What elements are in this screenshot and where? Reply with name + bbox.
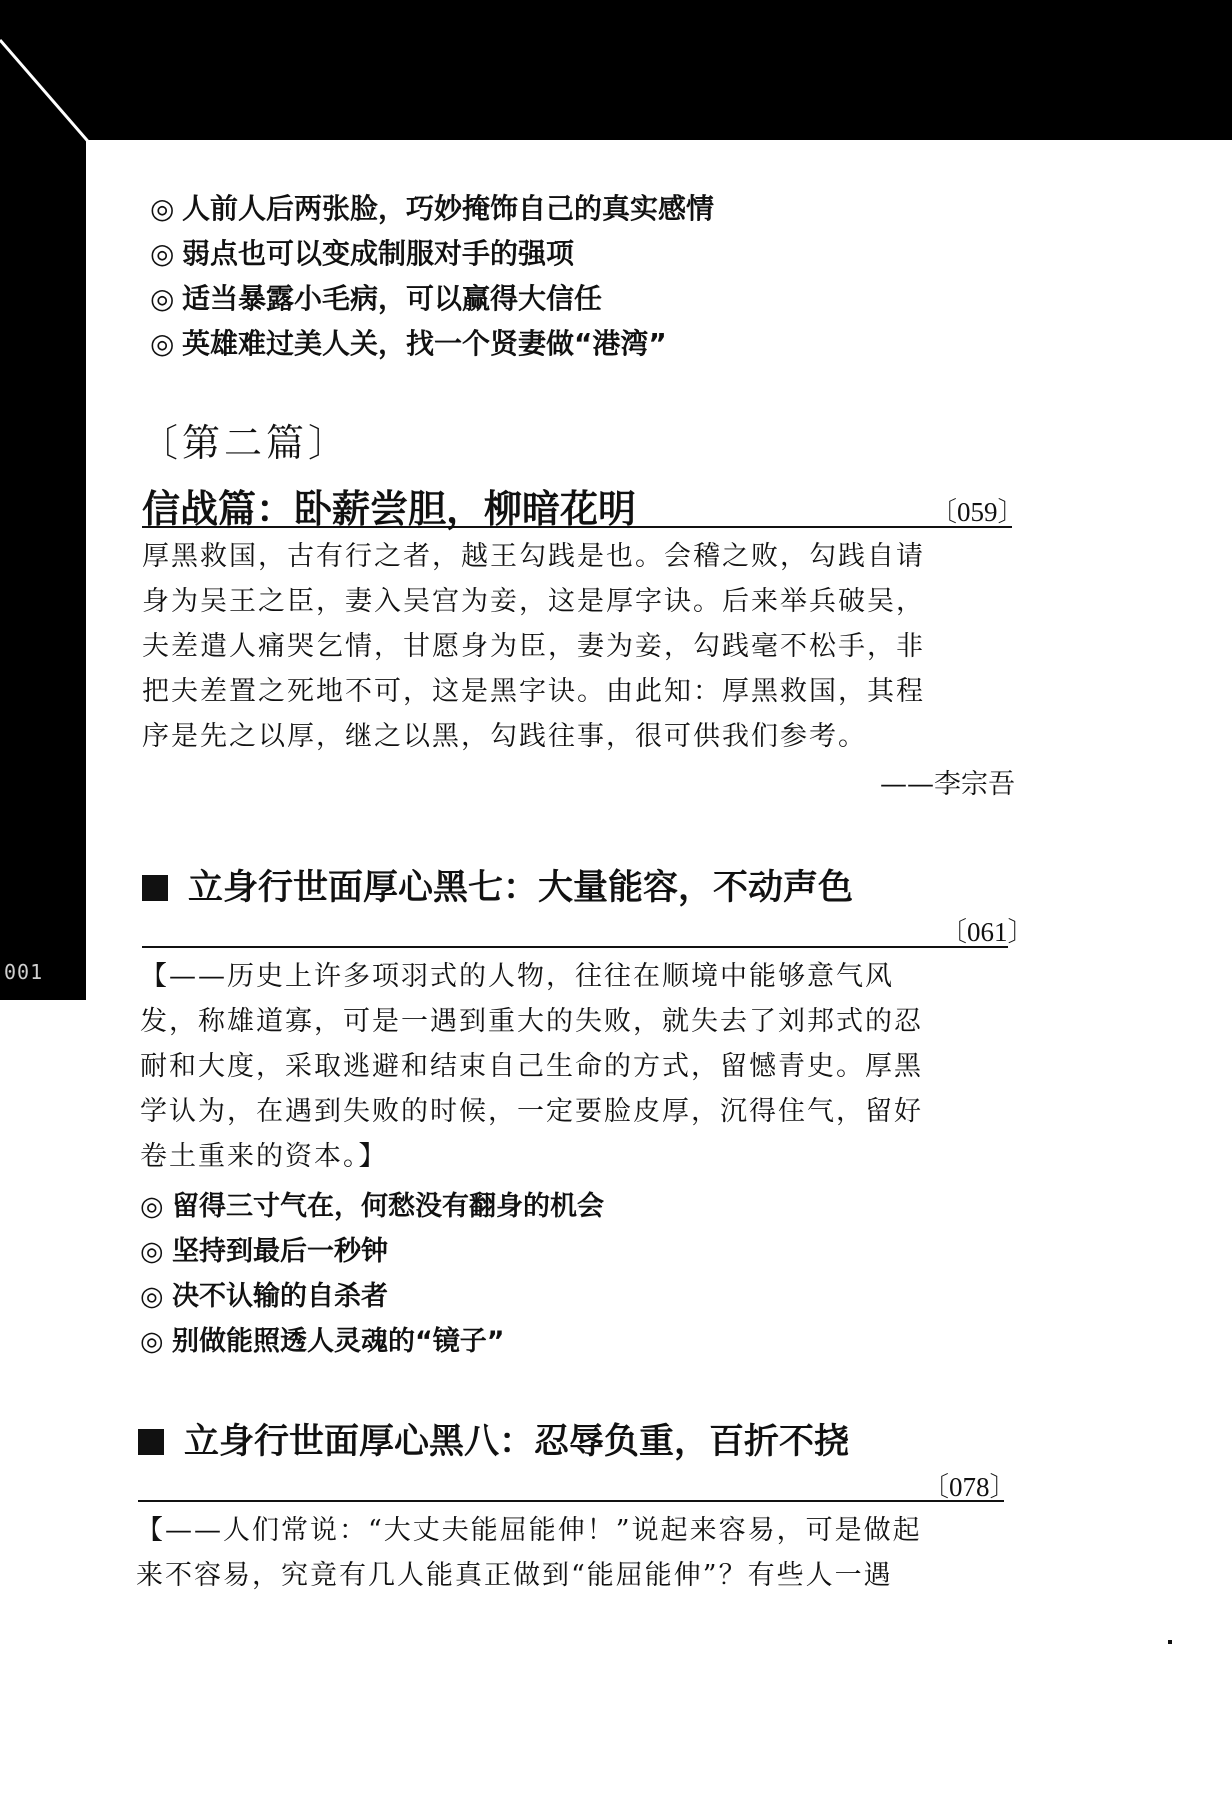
section-7-title-row bbox=[142, 860, 853, 910]
section-7-bullet-list bbox=[140, 1184, 1000, 1364]
chapter-title: 信战篇：卧薪尝胆，柳暗花明 bbox=[142, 487, 637, 531]
bullet-mark-icon: ◎ bbox=[150, 237, 175, 270]
chapter-underline bbox=[142, 526, 1012, 528]
section-8-page-number: 〔078〕 bbox=[922, 1472, 1017, 1502]
scan-top-dark-band bbox=[0, 0, 1232, 140]
bullet-mark-icon: ◎ bbox=[140, 1326, 164, 1357]
top-bullet-list bbox=[150, 186, 1050, 366]
quote-line: 序是先之以厚，继之以黑，勾践往事，很可供我们参考。 bbox=[142, 721, 867, 752]
black-square-icon bbox=[142, 875, 168, 901]
intro-line: 【——历史上许多项羽式的人物，往往在顺境中能够意气风 bbox=[140, 961, 894, 992]
list-item: ◎ 弱点也可以变成制服对手的强项 bbox=[150, 231, 1050, 276]
scan-speck bbox=[1168, 1640, 1172, 1644]
quote-line: 身为吴王之臣，妻入吴宫为妾，这是厚字诀。后来举兵破吴， bbox=[142, 586, 925, 617]
quote-line: 把夫差置之死地不可，这是黑字诀。由此知：厚黑救国，其程 bbox=[142, 676, 925, 707]
section-7-title: 立身行世面厚心黑七：大量能容，不动声色 bbox=[188, 868, 854, 908]
bullet-mark-icon: ◎ bbox=[140, 1236, 164, 1267]
bullet-mark-icon: ◎ bbox=[140, 1281, 164, 1312]
intro-line: 学认为，在遇到失败的时候，一定要脸皮厚，沉得住气，留好 bbox=[140, 1096, 923, 1127]
bullet-mark-icon: ◎ bbox=[150, 192, 175, 225]
list-item: ◎ 决不认输的自杀者 bbox=[140, 1274, 1000, 1319]
chapter-quote bbox=[142, 534, 1012, 759]
bullet-mark-icon: ◎ bbox=[150, 282, 175, 315]
scan-left-dark-band bbox=[0, 0, 86, 1000]
bullet-mark-icon: ◎ bbox=[150, 327, 175, 360]
quote-line: 厚黑救国，古有行之者，越王勾践是也。会稽之败，勾践自请 bbox=[142, 541, 925, 572]
section-7-page-number: 〔061〕 bbox=[940, 917, 1035, 947]
scan-corner-shadow bbox=[0, 0, 96, 150]
section-7-intro bbox=[140, 954, 1012, 1179]
part-label: 〔第二篇〕 bbox=[140, 421, 351, 465]
bullet-mark-icon: ◎ bbox=[140, 1191, 164, 1222]
list-item: ◎ 别做能照透人灵魂的“镜子” bbox=[140, 1319, 1000, 1364]
list-item: ◎ 坚持到最后一秒钟 bbox=[140, 1229, 1000, 1274]
section-8-title: 立身行世面厚心黑八：忍辱负重，百折不挠 bbox=[184, 1422, 850, 1462]
quote-author: ——李宗吾 bbox=[880, 769, 1015, 800]
margin-page-number: 001 bbox=[4, 960, 44, 984]
section-8-rule bbox=[138, 1500, 1004, 1502]
intro-line: 耐和大度，采取逃避和结束自己生命的方式，留憾青史。厚黑 bbox=[140, 1051, 923, 1082]
quote-line: 夫差遣人痛哭乞情，甘愿身为臣，妻为妾，勾践毫不松手，非 bbox=[142, 631, 925, 662]
chapter-page-number: 〔059〕 bbox=[930, 497, 1025, 527]
section-7-rule bbox=[142, 946, 1008, 948]
list-item: ◎ 适当暴露小毛病，可以赢得大信任 bbox=[150, 276, 1050, 321]
intro-line: 发，称雄道寡，可是一遇到重大的失败，就失去了刘邦式的忍 bbox=[140, 1006, 923, 1037]
black-square-icon bbox=[138, 1429, 164, 1455]
intro-line: 来不容易，究竟有几人能真正做到“能屈能伸”？有些人一遇 bbox=[136, 1560, 893, 1591]
list-item: ◎ 人前人后两张脸，巧妙掩饰自己的真实感情 bbox=[150, 186, 1050, 231]
intro-line: 卷土重来的资本。】 bbox=[140, 1141, 388, 1172]
section-8-intro bbox=[136, 1508, 1008, 1598]
list-item: ◎ 英雄难过美人关，找一个贤妻做“港湾” bbox=[150, 321, 1050, 366]
intro-line: 【——人们常说：“大丈夫能屈能伸！”说起来容易，可是做起 bbox=[136, 1515, 922, 1546]
list-item: ◎ 留得三寸气在，何愁没有翻身的机会 bbox=[140, 1184, 1000, 1229]
section-8-title-row bbox=[138, 1414, 849, 1464]
